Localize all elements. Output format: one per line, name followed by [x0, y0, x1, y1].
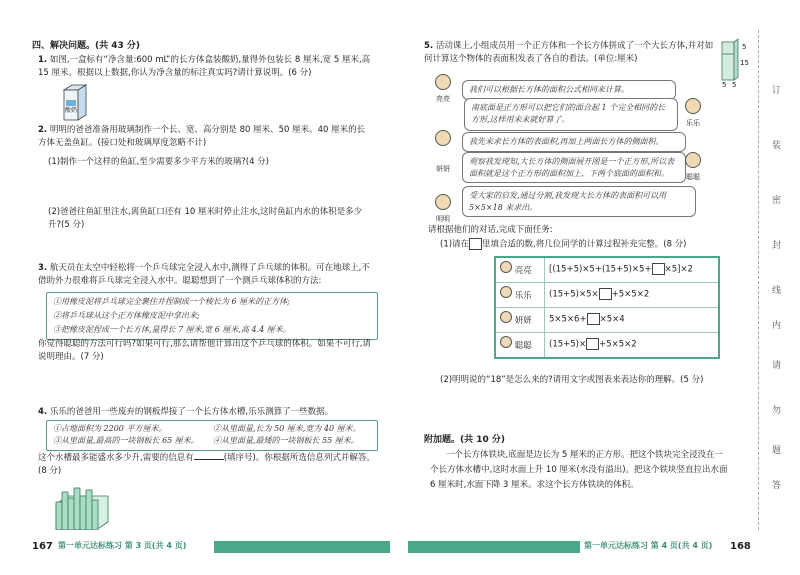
row-formula: [545, 308, 720, 333]
side-char: 密: [772, 196, 782, 206]
q5-sub1-text: (1)请在: [440, 239, 470, 250]
kid-girl: [430, 130, 456, 150]
q5-sub1-text-b: 里填合适的数,将几位同学的计算过程补充完整。(8 分): [482, 239, 687, 250]
q4-ask-after: (填序号)。你根据所选信息列式并解答。(8 分): [38, 453, 375, 477]
kid-lele: [680, 98, 706, 129]
liangliang-avatar-icon: [435, 74, 451, 90]
q3-step-2: ②将乒乓球从这个正方体橡皮泥中拿出来;: [53, 311, 200, 320]
q5-text: 活动课上,小组成员用一个正方体和一个长方体拼成了一个大长方体,并对如何计算这个物体的表面积发表了各自的看法。(单位:厘米): [424, 41, 714, 65]
row-name: 乐乐: [514, 291, 532, 302]
q2-sub2: (2)爸爸往鱼缸里注水,离鱼缸口还有 10 厘米时停止注水,这时鱼缸内水的体积是多少升?(5 分): [48, 207, 363, 231]
formula-part-b: ×5]×2: [664, 264, 693, 275]
side-char: 题: [772, 446, 782, 456]
section-title: 四、解决问题。(共 43 分): [32, 41, 141, 51]
dim-height: 15: [740, 59, 749, 67]
congcong-avatar-icon: [685, 152, 701, 168]
side-char: 装: [772, 141, 782, 151]
girl-avatar-icon: [435, 130, 451, 146]
kid-name-mingming: 明明: [436, 214, 450, 223]
q5-number: 5.: [424, 41, 434, 51]
yogurt-carton-image: [60, 82, 90, 122]
q4-ask: [38, 450, 376, 478]
page-number-right: 168: [730, 541, 751, 552]
q4-ask-before: 这个水槽最多能盛水多少升,需要的信息有: [38, 453, 194, 463]
bubble-lele: 南底面是正方形可以把它们的面合起 1 个完全相同的长方形,这样用来来就好算了。: [464, 98, 678, 131]
q4-text: 乐乐的爸爸用一些废弃的钢板焊接了一个长方体水槽,乐乐测算了一些数据。: [49, 407, 334, 417]
page-number-left: 167: [32, 541, 53, 552]
kid-mingming: [430, 194, 456, 225]
q2-number: 2.: [38, 125, 48, 135]
bubble-girl: 我先来求长方体的表面积,再加上两面长方体的侧面积。: [462, 132, 686, 152]
q4-data-4: ④从里面量,最矮的一块钢板长 55 厘米。: [213, 436, 359, 446]
kid-name-liangliang: 亮亮: [436, 94, 450, 103]
congcong-small-icon: [500, 336, 512, 348]
q3-steps-box: [46, 292, 378, 340]
kid-name-congcong: 聪聪: [686, 172, 700, 181]
q4-answer-blank[interactable]: [194, 450, 224, 460]
question-4: [38, 406, 373, 419]
q3-tail: 你觉得聪聪的方法可行吗?如果可行,那么请帮他计算出这个乒乓球的体积。如果不可行,请说明理由。(7 分): [38, 339, 371, 363]
answer-blank[interactable]: [599, 288, 612, 300]
q3-text: 航天员在太空中轻松将一个乒乓球完全浸入水中,测得了乒乓球的体积。可在地球上,不借助外力很难将乒乓球完全浸入水中。聪聪想到了一个测乒乓球体积的方法:: [38, 263, 370, 287]
formula-part-a: (15+5)×5×: [549, 289, 599, 300]
dim-depth: 5: [732, 81, 737, 89]
kid-congcong: [680, 152, 706, 183]
side-char: 勿: [772, 406, 782, 416]
example-blank-box: [469, 238, 482, 250]
side-char: 线: [772, 286, 782, 296]
row-name-cell: [495, 257, 545, 283]
q5-sub1: [440, 238, 730, 252]
formula-part-b: +5×5×2: [611, 289, 650, 300]
table-row: [495, 308, 719, 333]
formula-part-a: 5×5×6+: [549, 314, 587, 325]
formula-part-b: ×5×4: [599, 314, 625, 325]
dim-width: 5: [722, 81, 727, 89]
q4-data-3: ③从里面量,最高的一块钢板长 65 厘米。: [53, 436, 199, 446]
q4-number: 4.: [38, 407, 48, 417]
row-name-cell: [495, 283, 545, 308]
q3-step-1: ①用橡皮泥将乒乓球完全裹住并捏制成一个棱长为 6 厘米的正方体;: [53, 297, 290, 306]
row-name: 亮亮: [514, 266, 532, 277]
question-5: [424, 40, 716, 66]
footer-right-bar: [408, 541, 580, 553]
q3-number: 3.: [38, 263, 48, 273]
dim-top: 5: [742, 43, 747, 51]
side-char: 答: [772, 481, 782, 491]
water-tank-image: [52, 486, 114, 530]
row-formula: [545, 283, 720, 308]
bonus-title: 附加题。(共 10 分): [424, 435, 506, 445]
q4-data-box: [46, 420, 378, 451]
row-name-cell: [495, 308, 545, 333]
yanyan-small-icon: [500, 311, 512, 323]
q5-sub2: (2)明明说的“18”是怎么来的?请用文字或图表来表达你的理解。(5 分): [440, 375, 704, 385]
row-name: 妍妍: [514, 316, 532, 327]
side-char: 封: [772, 241, 782, 251]
formula-part-a: [(15+5)×5+(15+5)×5+: [549, 264, 652, 275]
table-row: [495, 333, 719, 359]
row-name-cell: [495, 333, 545, 359]
formula-part-a: (15+5)×: [549, 339, 587, 350]
q5-prompt: 请根据他们的对话,完成下面任务:: [428, 225, 553, 235]
q3-step-3: ③把橡皮泥捏成一个长方体,量得长 7 厘米,宽 6 厘米,高 4.4 厘米。: [53, 325, 291, 334]
question-2: [38, 124, 373, 150]
bubble-yanyan: 观察我发现知,大长方体的侧面展开图是一个正方形,所以表面积就是这个正方形的面积加上、下两个底面的面积和。: [462, 152, 686, 183]
q2-sub1: (1)制作一个这样的鱼缸,至少需要多少平方米的玻璃?(4 分): [48, 157, 269, 167]
bubble-mingming: 受大家的启发,通过分割,我发现大长方体的表面积可以用 5×5×18 来求出。: [462, 186, 696, 217]
answer-blank[interactable]: [586, 338, 599, 350]
footer-left-bar: [214, 541, 390, 553]
kid-name-yanyan: 妍妍: [436, 165, 450, 173]
row-formula: [545, 257, 720, 283]
mingming-avatar-icon: [435, 194, 451, 210]
binding-line: [758, 30, 760, 530]
table-row: [495, 257, 719, 283]
q2-text: 明明的爸爸准备用玻璃制作一个长、宽、高分别是 80 厘米、50 厘米、40 厘米的长方体无盖鱼缸。(接口处和玻璃厚度忽略不计): [38, 125, 366, 149]
kid-liangliang: [430, 74, 456, 105]
row-name: 聪聪: [514, 341, 532, 352]
answer-blank[interactable]: [587, 313, 600, 325]
lele-small-icon: [500, 286, 512, 298]
carton-label: 酸奶: [65, 107, 78, 114]
formula-part-b: +5×5×2: [599, 339, 637, 350]
side-char: 订: [772, 86, 782, 96]
question-1: [38, 54, 373, 80]
q1-text: 如图,一盒标有“净含量:600 mL”的长方体盒装酸奶,量得外包装长 8 厘米,宽 5 厘米,高 15 厘米。根据以上数据,你认为净含量的标注真实吗?请计算说明。(6 分): [38, 55, 371, 79]
side-char: 内: [772, 321, 782, 331]
kid-name-lele: 乐乐: [686, 118, 700, 127]
bonus-text: 一个长方体铁块,底面是边长为 5 厘米的正方形。把这个铁块完全浸没在一个长方体水槽中,这时水面上升 10 厘米(水没有溢出)。把这个铁块竖直拉出水面 6 厘米时,水面下降 3 厘米。求这个长方体铁块的体积。: [430, 450, 728, 490]
bubble-liangliang: 我们可以根据长方体的面积公式相同来计算。: [462, 80, 676, 100]
row-formula: [545, 333, 720, 359]
lele-avatar-icon: [685, 98, 701, 114]
footer-left-text: 第一单元达标练习 第 3 页(共 4 页): [58, 541, 187, 550]
footer-right-text: 第一单元达标练习 第 4 页(共 4 页): [584, 541, 713, 550]
side-char: 请: [772, 361, 782, 371]
question-3: [38, 262, 373, 288]
shape-diagram: [718, 38, 754, 90]
answer-blank[interactable]: [652, 263, 665, 275]
kid-yanyan: [430, 150, 456, 175]
q4-data-2: ②从里面量,长为 50 厘米,宽为 40 厘米。: [213, 424, 361, 433]
table-row: [495, 283, 719, 308]
liangliang-small-icon: [500, 261, 512, 273]
calc-table: [494, 256, 720, 359]
q1-number: 1.: [38, 55, 48, 65]
q4-data-1: ①占地面积为 2200 平方厘米。: [53, 424, 167, 433]
